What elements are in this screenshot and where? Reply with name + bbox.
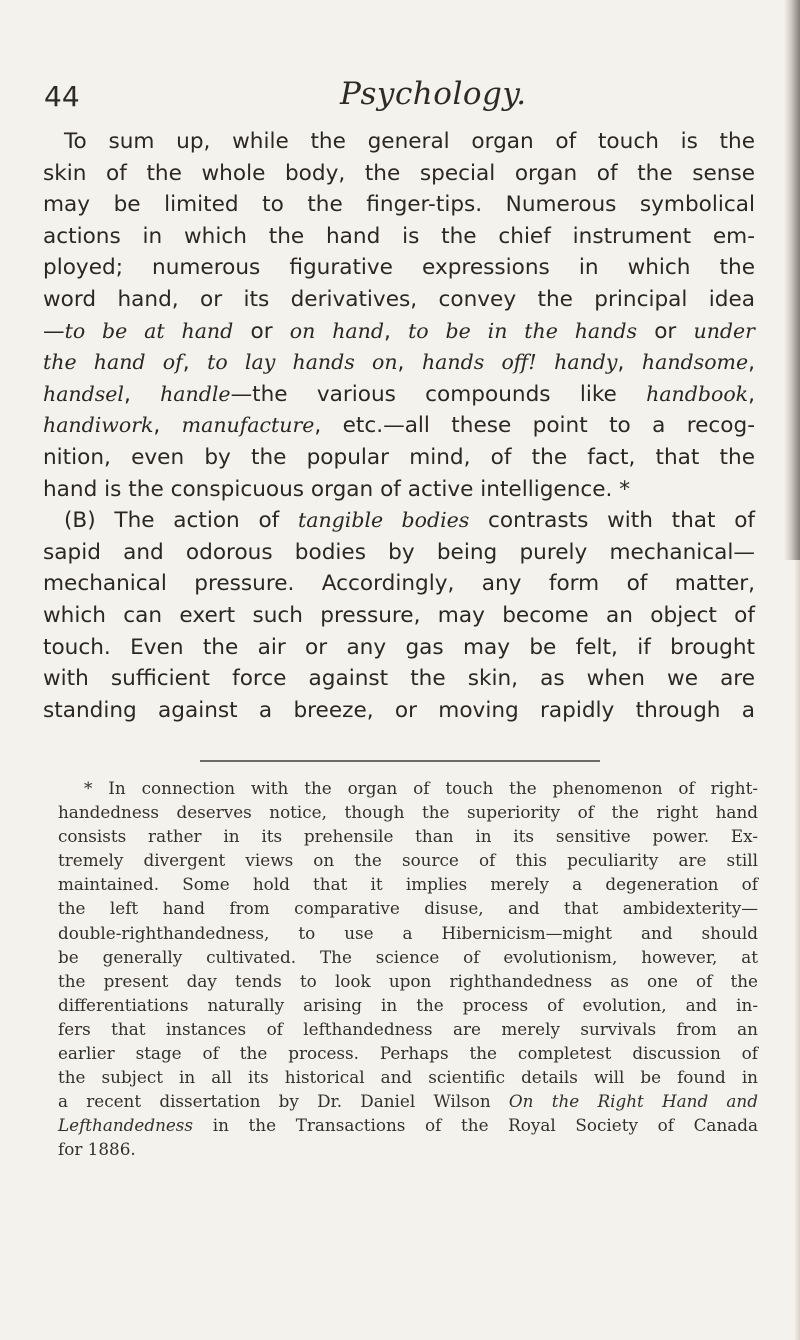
italic-phrase: on hand (289, 318, 384, 343)
text-run (537, 350, 555, 375)
body-line: hand is the conspicuous organ of active intelligence. * (43, 476, 631, 502)
page-edge-shadow (784, 0, 800, 560)
italic-phrase: hands off! (421, 350, 537, 375)
italic-phrase: On the Right Hand and (508, 1091, 758, 1112)
footnote-line: the present day tends to look upon righthandedness as one of the (58, 970, 758, 991)
text-run: , (748, 350, 755, 376)
text-run: , (153, 413, 182, 439)
body-line (43, 410, 755, 442)
italic-phrase: under (693, 318, 755, 343)
footnote-line: tremely divergent views on the source of this peculiarity are still (58, 850, 758, 871)
text-run: or (636, 318, 694, 344)
italic-phrase: to be in the hands (408, 318, 637, 343)
body-line: with sufficient force against the skin, as when we are (43, 666, 755, 692)
footnote-line: the subject in all its historical and scientific details will be found in (58, 1067, 758, 1088)
page-edge-shadow-lower (794, 560, 800, 1340)
body-line: mechanical pressure. Accordingly, any form of matter, (43, 571, 755, 597)
body-line: skin of the whole body, the special organ of the sense (43, 160, 755, 186)
italic-phrase: handle (160, 381, 231, 406)
italic-phrase: Lefthandedness (58, 1115, 194, 1136)
body-text (43, 126, 755, 726)
footnote-line: double-righthandedness, to use a Hibernicism—might and should (58, 922, 758, 943)
body-line (43, 505, 755, 537)
running-title: Psychology. (340, 76, 527, 112)
footnote-line: * In connection with the organ of touch the phenomenon of right- (84, 778, 758, 798)
body-line: may be limited to the finger-tips. Numerous symbolical (43, 192, 755, 218)
italic-phrase: manufacture (181, 413, 315, 438)
body-line: ployed; numerous figurative expressions in which the (43, 255, 755, 281)
footnote-line: earlier stage of the process. Perhaps the completest discussion of (58, 1043, 758, 1064)
text-run: , (383, 318, 409, 344)
footnote-line (58, 1113, 758, 1137)
text-run: in the Transactions of the Royal Society of Canada (193, 1115, 758, 1136)
footnote-line: handedness deserves notice, though the superiority of the right hand (58, 802, 758, 823)
italic-phrase: to lay hands on (207, 350, 398, 375)
page-header (40, 76, 760, 120)
text-run: , etc.—all these point to a recog- (314, 413, 755, 439)
body-line (43, 379, 755, 411)
italic-phrase: tangible bodies (298, 508, 470, 533)
text-run: or (233, 318, 290, 344)
text-run: , (748, 381, 755, 407)
italic-phrase: handbook (646, 381, 749, 406)
text-run: a recent dissertation by Dr. Daniel Wilson (58, 1091, 509, 1112)
italic-phrase: the hand of (43, 350, 183, 375)
body-line: To sum up, while the general organ of touch is the (64, 129, 755, 154)
italic-phrase: handsome (641, 350, 749, 375)
footnote-line: fers that instances of lefthandedness are merely survivals from an (58, 1018, 758, 1039)
body-line: sapid and odorous bodies by being purely mechanical— (43, 539, 755, 565)
footnote-line: consists rather in its prehensile than in its sensitive power. Ex- (58, 826, 758, 847)
body-line: standing against a breeze, or moving rapidly through a (43, 697, 755, 723)
body-line: word hand, or its derivatives, convey the principal idea (43, 286, 755, 312)
footnote-line: for 1886. (58, 1139, 136, 1160)
footnote-line: the left hand from comparative disuse, and that ambidexterity— (58, 898, 758, 919)
footnote-line: differentiations naturally arising in the process of evolution, and in- (58, 994, 758, 1015)
body-line: actions in which the hand is the chief instrument em- (43, 223, 755, 249)
text-run: contrasts with that of (469, 508, 756, 534)
italic-phrase: handsel (43, 381, 124, 406)
footnote-line: maintained. Some hold that it implies merely a degeneration of (58, 874, 758, 895)
text-run: , (617, 350, 642, 376)
text-run: , (182, 350, 208, 376)
footnote-line (58, 1089, 758, 1113)
body-line: which can exert such pressure, may become an object of (43, 602, 755, 628)
text-run: — (43, 318, 65, 344)
page-number: 44 (44, 80, 80, 113)
footnote (58, 776, 758, 1162)
body-line (43, 347, 755, 379)
text-run: —the various compounds like (230, 381, 647, 407)
footnote-rule (200, 760, 600, 762)
footnote-line: be generally cultivated. The science of evolutionism, however, at (58, 946, 758, 967)
text-run: , (123, 381, 161, 407)
body-line: touch. Even the air or any gas may be felt, if brought (43, 634, 755, 660)
italic-phrase: to be at hand (64, 318, 234, 343)
body-line: nition, even by the popular mind, of the fact, that the (43, 444, 755, 470)
body-line (43, 316, 755, 348)
text-run: (B) The action of (64, 508, 298, 534)
italic-phrase: handy (554, 350, 618, 375)
italic-phrase: handiwork (43, 413, 154, 438)
text-run: , (397, 350, 422, 376)
